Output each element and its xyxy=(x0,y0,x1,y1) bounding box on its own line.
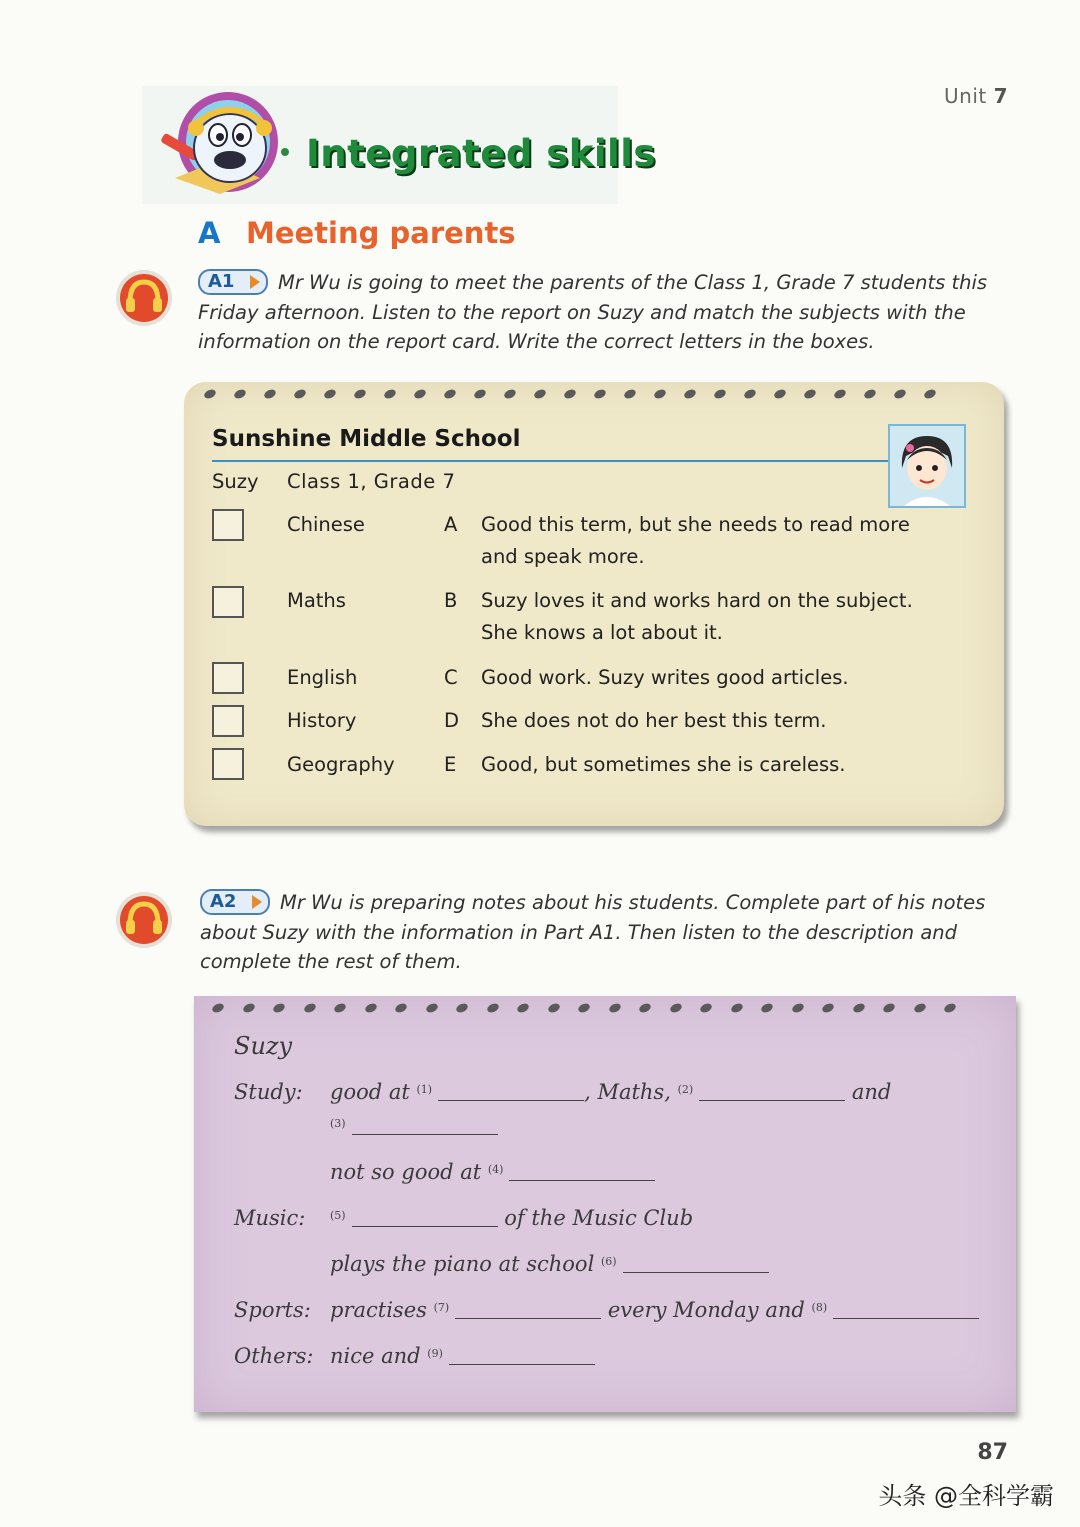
answer-box-chinese[interactable] xyxy=(212,509,244,541)
blank-8[interactable] xyxy=(833,1298,979,1319)
info-e-line-1: Good, but sometimes she is careless. xyxy=(481,753,846,776)
sports-practises: practises xyxy=(330,1298,427,1322)
school-name: Sunshine Middle School xyxy=(212,426,521,452)
hole xyxy=(943,1002,957,1014)
hole xyxy=(485,1002,499,1014)
hole xyxy=(353,388,367,400)
hole xyxy=(638,1002,652,1014)
info-letter-a: A xyxy=(444,513,458,536)
study-line-1 xyxy=(330,1080,891,1104)
hole xyxy=(713,388,727,400)
hole xyxy=(203,388,217,400)
card-holes xyxy=(204,390,936,398)
a1-instruction xyxy=(198,268,998,357)
headphones-icon xyxy=(114,890,174,950)
hole xyxy=(882,1002,896,1014)
hole xyxy=(760,1002,774,1014)
notes-holes xyxy=(212,1004,956,1012)
num-6: (6) xyxy=(600,1255,617,1268)
a1-line-3: information on the report card. Write the correct letters in the boxes. xyxy=(198,330,875,353)
info-letter-c: C xyxy=(444,666,458,689)
study-and: and xyxy=(851,1080,892,1104)
study-maths: , Maths, xyxy=(584,1080,671,1104)
hole xyxy=(211,1002,225,1014)
info-letter-e: E xyxy=(444,753,457,776)
hole xyxy=(383,388,397,400)
answer-box-geography[interactable] xyxy=(212,748,244,780)
num-3: (3) xyxy=(330,1117,346,1130)
notes-card xyxy=(194,996,1016,1412)
section-letter: A xyxy=(198,216,221,250)
hole xyxy=(912,1002,926,1014)
page-number: 87 xyxy=(977,1440,1008,1465)
a2-instruction xyxy=(200,888,1000,977)
blank-5[interactable] xyxy=(352,1206,498,1227)
music-line-1 xyxy=(330,1206,693,1230)
school-underline xyxy=(212,460,888,462)
notes-name: Suzy xyxy=(234,1032,293,1060)
info-b-line-1: Suzy loves it and works hard on the subject. xyxy=(481,589,913,612)
hole xyxy=(833,388,847,400)
a1-line-2: Friday afternoon. Listen to the report on Suzy and match the subjects with the xyxy=(198,300,966,324)
hole xyxy=(424,1002,438,1014)
hole xyxy=(923,388,937,400)
music-piano: plays the piano at school xyxy=(330,1252,595,1276)
subject-chinese: Chinese xyxy=(287,513,365,536)
hole xyxy=(790,1002,804,1014)
a2-line-1-text: Mr Wu is preparing notes about his students. Complete part of his notes xyxy=(280,891,986,914)
num-7: (7) xyxy=(433,1301,450,1314)
hole xyxy=(607,1002,621,1014)
hole xyxy=(653,388,667,400)
blank-3[interactable] xyxy=(352,1114,498,1135)
subject-maths: Maths xyxy=(287,589,346,612)
a1-line-1 xyxy=(198,268,998,298)
blank-1[interactable] xyxy=(438,1080,584,1101)
unit-text: Unit xyxy=(944,84,987,108)
hole xyxy=(443,388,457,400)
answer-box-english[interactable] xyxy=(212,662,244,694)
hole xyxy=(323,388,337,400)
hole xyxy=(455,1002,469,1014)
answer-box-history[interactable] xyxy=(212,705,244,737)
hole xyxy=(413,388,427,400)
hole xyxy=(503,388,517,400)
blank-7[interactable] xyxy=(455,1298,601,1319)
hole xyxy=(623,388,637,400)
music-club: of the Music Club xyxy=(504,1206,694,1230)
hole xyxy=(683,388,697,400)
sports-every-monday: every Monday and xyxy=(607,1298,805,1322)
study-label: Study: xyxy=(234,1080,303,1104)
a2-line-1 xyxy=(200,888,1000,918)
num-8: (8) xyxy=(811,1301,828,1314)
info-letter-d: D xyxy=(444,709,460,732)
hole xyxy=(821,1002,835,1014)
hole xyxy=(699,1002,713,1014)
hole xyxy=(293,388,307,400)
hole xyxy=(729,1002,743,1014)
blank-2[interactable] xyxy=(699,1080,845,1101)
blank-6[interactable] xyxy=(623,1252,769,1273)
hole xyxy=(333,1002,347,1014)
hole xyxy=(272,1002,286,1014)
others-line xyxy=(330,1344,595,1368)
hole xyxy=(546,1002,560,1014)
student-name: Suzy xyxy=(212,470,259,493)
hole xyxy=(593,388,607,400)
num-2: (2) xyxy=(677,1083,694,1096)
hole xyxy=(363,1002,377,1014)
num-4: (4) xyxy=(487,1163,504,1176)
watermark: 头条 @全科学霸 xyxy=(878,1482,1054,1510)
hole xyxy=(516,1002,530,1014)
num-9: (9) xyxy=(427,1347,443,1360)
student-class: Class 1, Grade 7 xyxy=(287,470,456,493)
a1-line-1-text: Mr Wu is going to meet the parents of the Class 1, Grade 7 students this xyxy=(278,271,988,294)
answer-box-maths[interactable] xyxy=(212,586,244,618)
a1-badge: A1 xyxy=(198,269,268,295)
hole xyxy=(577,1002,591,1014)
hole xyxy=(302,1002,316,1014)
study-line-3 xyxy=(330,1160,655,1184)
headphones-icon xyxy=(114,268,174,328)
hole xyxy=(394,1002,408,1014)
unit-label xyxy=(944,84,1008,108)
info-a-line-1: Good this term, but she needs to read more xyxy=(481,513,910,536)
info-c-line-1: Good work. Suzy writes good articles. xyxy=(481,666,849,689)
a2-line-3: complete the rest of them. xyxy=(200,950,462,973)
hole xyxy=(563,388,577,400)
hole xyxy=(233,388,247,400)
music-line-2 xyxy=(330,1252,769,1276)
hole xyxy=(803,388,817,400)
study-good-at: good at xyxy=(330,1080,410,1104)
section-title: Meeting parents xyxy=(246,216,516,250)
info-a-line-2: and speak more. xyxy=(481,545,645,568)
hole xyxy=(851,1002,865,1014)
sports-label: Sports: xyxy=(234,1298,311,1322)
banner-title: Integrated skills xyxy=(306,132,656,175)
info-letter-b: B xyxy=(444,589,458,612)
subject-geography: Geography xyxy=(287,753,395,776)
subject-history: History xyxy=(287,709,357,732)
info-d-line-1: She does not do her best this term. xyxy=(481,709,827,732)
info-b-line-2: She knows a lot about it. xyxy=(481,621,723,644)
sports-line xyxy=(330,1298,979,1322)
a2-line-2: about Suzy with the information in Part A1. Then listen to the description and xyxy=(200,920,958,944)
hole xyxy=(743,388,757,400)
blank-4[interactable] xyxy=(509,1160,655,1181)
mascot-icon xyxy=(150,90,300,198)
hole xyxy=(668,1002,682,1014)
student-avatar-icon xyxy=(888,424,966,508)
hole xyxy=(893,388,907,400)
others-label: Others: xyxy=(234,1344,314,1368)
num-1: (1) xyxy=(416,1083,433,1096)
hole xyxy=(773,388,787,400)
num-5: (5) xyxy=(330,1209,346,1222)
hole xyxy=(863,388,877,400)
a2-badge: A2 xyxy=(200,889,270,915)
others-nice: nice and xyxy=(330,1344,421,1368)
hole xyxy=(241,1002,255,1014)
hole xyxy=(473,388,487,400)
report-card xyxy=(184,382,1004,826)
music-label: Music: xyxy=(234,1206,306,1230)
hole xyxy=(533,388,547,400)
hole xyxy=(263,388,277,400)
study-not-so-good: not so good at xyxy=(330,1160,482,1184)
unit-number: 7 xyxy=(993,84,1008,108)
study-line-2 xyxy=(330,1114,498,1138)
subject-english: English xyxy=(287,666,358,689)
blank-9[interactable] xyxy=(449,1344,595,1365)
